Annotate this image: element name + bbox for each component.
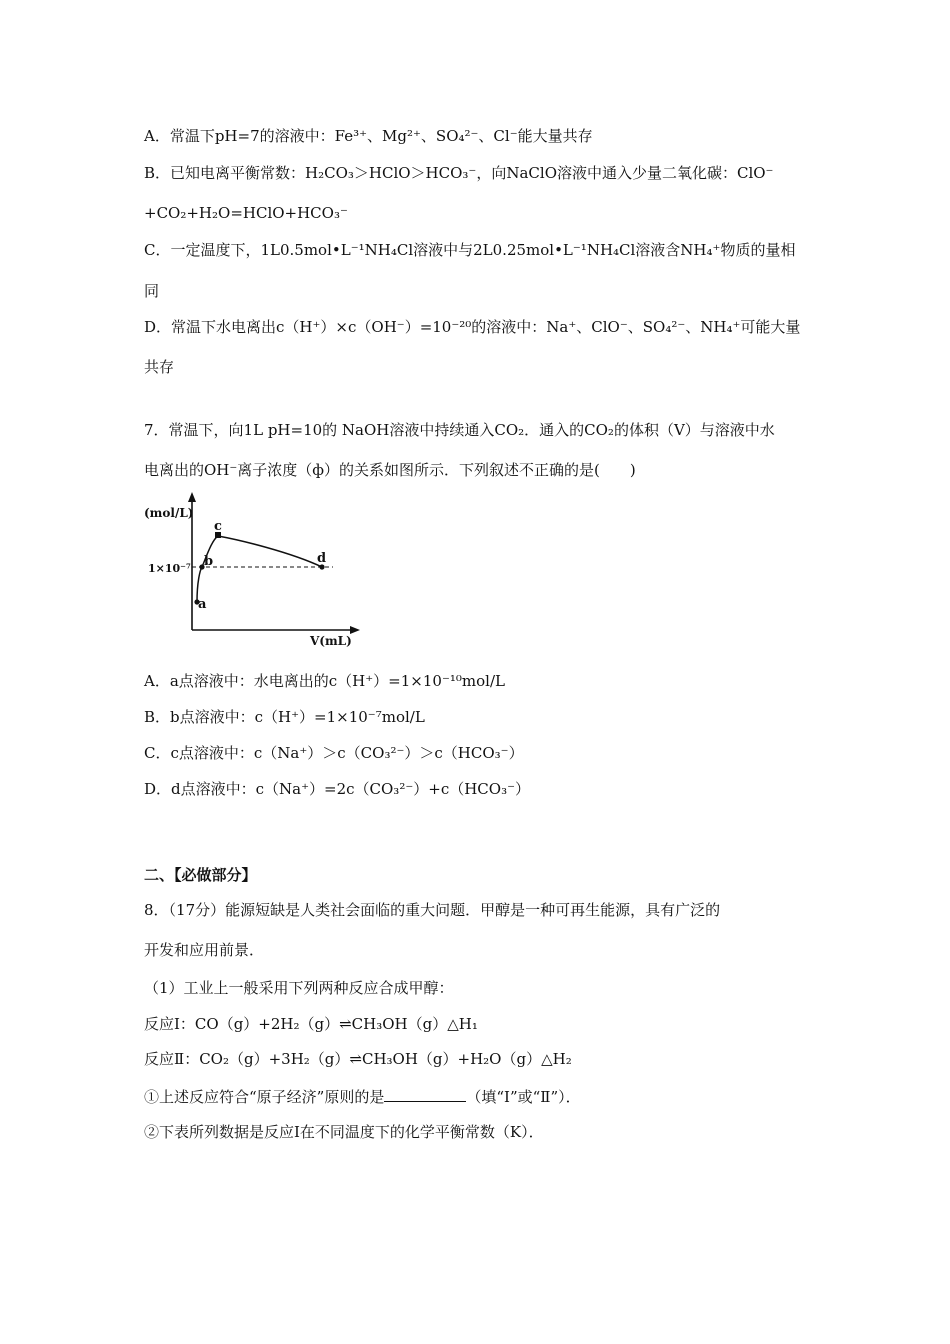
label-a: a (198, 597, 207, 612)
item1-prefix: ①上述反应符合“原子经济”原则的是 (144, 1088, 385, 1106)
question-8-part1: （1）工业上一般采用下列两种反应合成甲醇： (144, 979, 454, 997)
y-axis-arrow (188, 492, 196, 502)
option-6c-line2: 同 (144, 282, 160, 300)
question-8-stem-line2: 开发和应用前景． (144, 941, 265, 959)
question-7-stem-line1: 7．常温下，向1L pH=10的 NaOH溶液中持续通入CO₂．通入的CO₂的体积（V）与溶液中水 (144, 421, 775, 439)
reaction-2: 反应Ⅱ：CO₂（g）+3H₂（g）⇌CH₃OH（g）+H₂O（g）△H₂ (144, 1050, 572, 1068)
y-tick-label: 1×10⁻⁷ (148, 562, 191, 575)
option-6a: A．常温下pH=7的溶液中：Fe³⁺、Mg²⁺、SO₄²⁻、Cl⁻能大量共存 (144, 127, 593, 145)
question-8-item1 (144, 1085, 581, 1107)
y-axis-label: (mol/L) (144, 506, 194, 520)
answer-blank[interactable] (384, 1085, 466, 1102)
option-6d-line2: 共存 (144, 358, 175, 376)
question-8-stem-line1: 8．（17分）能源短缺是人类社会面临的重大问题．甲醇是一种可再生能源，具有广泛的 (144, 901, 721, 919)
question-8-item2: ②下表所列数据是反应I在不同温度下的化学平衡常数（K）． (144, 1123, 544, 1141)
question-7-stem-line2: 电离出的OH⁻离子浓度（ф）的关系如图所示．下列叙述不正确的是( ) (144, 461, 636, 479)
option-7b: B．b点溶液中：c（H⁺）=1×10⁻⁷mol/L (144, 708, 425, 726)
curve (197, 536, 322, 602)
label-c: c (214, 519, 222, 534)
option-6b-line2: +CO₂+H₂O=HClO+HCO₃⁻ (144, 204, 348, 222)
question-7-graph (140, 490, 370, 650)
item1-suffix: （填“I”或“Ⅱ”）． (466, 1088, 581, 1106)
label-d: d (317, 551, 327, 566)
option-7d: D．d点溶液中：c（Na⁺）=2c（CO₃²⁻）+c（HCO₃⁻） (144, 780, 531, 798)
option-7a: A．a点溶液中：水电离出的c（H⁺）=1×10⁻¹⁰mol/L (144, 672, 505, 690)
option-6c-line1: C．一定温度下，1L0.5mol•L⁻¹NH₄Cl溶液中与2L0.25mol•L⁻¹NH₄Cl溶液含NH₄⁺物质的量相 (144, 241, 796, 259)
option-6b-line1: B．已知电离平衡常数：H₂CO₃＞HClO＞HCO₃⁻，向NaClO溶液中通入少量二氧化碳：ClO⁻ (144, 164, 774, 182)
x-axis-arrow (350, 626, 360, 634)
option-7c: C．c点溶液中：c（Na⁺）＞c（CO₃²⁻）＞c（HCO₃⁻） (144, 744, 524, 762)
section-heading: 二、【必做部分】 (144, 866, 257, 884)
reaction-1: 反应Ⅰ：CO（g）+2H₂（g）⇌CH₃OH（g）△H₁ (144, 1015, 478, 1033)
label-b: b (204, 554, 214, 569)
x-axis-label: V(mL) (310, 634, 352, 648)
option-6d-line1: D．常温下水电离出c（H⁺）×c（OH⁻）=10⁻²⁰的溶液中：Na⁺、ClO⁻、SO₄²⁻、NH₄⁺可能大量 (144, 318, 801, 336)
